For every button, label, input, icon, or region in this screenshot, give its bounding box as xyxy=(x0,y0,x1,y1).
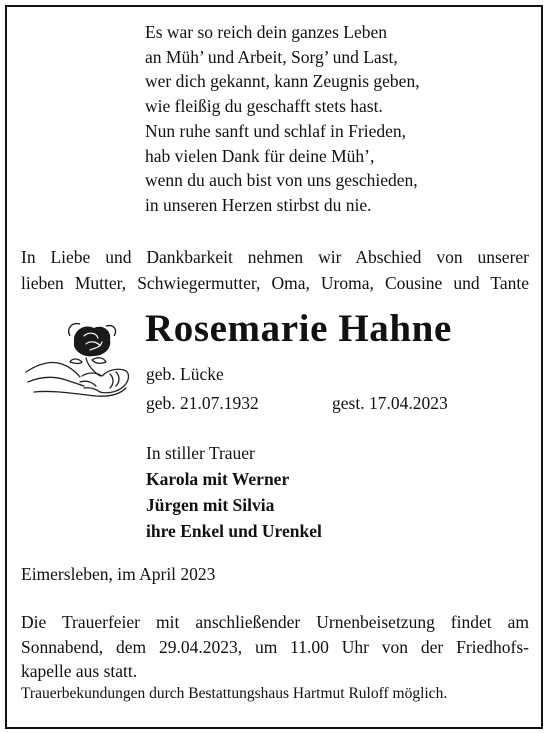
funeral-line: Die Trauerfeier mit anschließender Urnenbeisetzung findet am xyxy=(21,612,529,632)
deceased-name: Rosemarie Hahne xyxy=(145,307,452,350)
mourner-name: Jürgen mit Silvia xyxy=(146,495,275,515)
farewell-intro xyxy=(21,244,529,296)
intro-line: lieben Mutter, Schwiegermutter, Oma, Uroma, Cousine und Tante xyxy=(21,273,529,293)
funeral-details xyxy=(21,610,529,684)
mourners-heading: In stiller Trauer xyxy=(146,443,255,463)
funeral-line: kapelle aus statt. xyxy=(21,661,138,681)
poem-line: Nun ruhe sanft und schlaf in Frieden, xyxy=(145,120,406,141)
poem-line: wer dich gekannt, kann Zeugnis geben, xyxy=(145,71,420,92)
funeral-line: Sonnabend, dem 29.04.2023, um 11.00 Uhr von der Friedhofs- xyxy=(21,636,529,657)
intro-line: In Liebe und Dankbarkeit nehmen wir Abschied von unserer xyxy=(21,247,529,267)
poem-line: wenn du auch bist von uns geschieden, xyxy=(145,170,418,191)
mourner-name: ihre Enkel und Urenkel xyxy=(146,521,322,541)
mourner-name: Karola mit Werner xyxy=(146,469,290,489)
birth-date: geb. 21.07.1932 xyxy=(146,393,259,413)
poem xyxy=(145,20,420,218)
poem-line: in unseren Herzen stirbst du nie. xyxy=(145,194,372,215)
death-date: gest. 17.04.2023 xyxy=(332,393,448,413)
mourners-list xyxy=(146,440,322,544)
maiden-name: geb. Lücke xyxy=(146,364,224,384)
place-and-date: Eimersleben, im April 2023 xyxy=(21,564,216,584)
poem-line: hab vielen Dank für deine Müh’, xyxy=(145,145,375,166)
poem-line: wie fleißig du geschafft stets hast. xyxy=(145,96,383,117)
condolence-notice: Trauerbekundungen durch Bestattungshaus Hartmut Ruloff möglich. xyxy=(21,685,448,702)
poem-line: Es war so reich dein ganzes Leben xyxy=(145,22,387,42)
hands-holding-rose-icon xyxy=(24,320,132,406)
poem-line: an Müh’ und Arbeit, Sorg’ und Last, xyxy=(145,46,398,67)
